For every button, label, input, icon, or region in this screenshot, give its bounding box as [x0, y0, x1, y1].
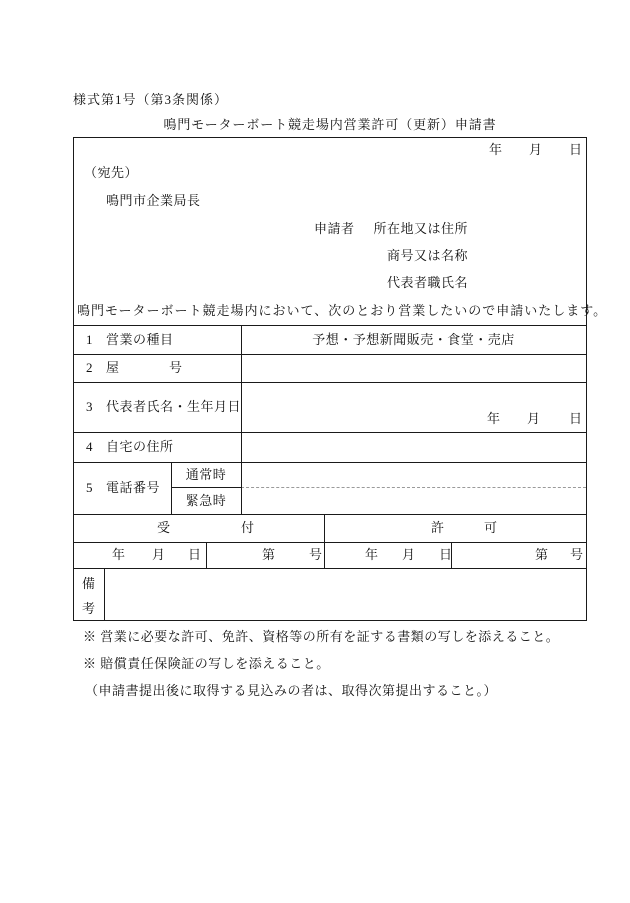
document-title: 鳴門モーターボート競走場内営業許可（更新）申請書 — [163, 117, 497, 132]
footer-note-3: （申請書提出後に取得する見込みの者は、取得次第提出すること。） — [85, 683, 498, 698]
applicant-label: 申請者 — [314, 221, 355, 236]
label-value-divider — [241, 325, 242, 514]
permission-char2: 可 — [484, 520, 498, 535]
phone-dashed-divider — [241, 487, 586, 488]
row5-sub2-label: 緊急時 — [185, 493, 227, 508]
permission-month-label: 月 — [402, 547, 416, 562]
divider — [74, 462, 586, 463]
row5-number: 5 — [86, 480, 93, 495]
reception-year-label: 年 — [112, 547, 126, 562]
remarks-label-char1: 備 — [82, 576, 96, 591]
row1-value: 予想・予想新聞販売・食堂・売店 — [312, 332, 515, 347]
applicant-field-address: 所在地又は住所 — [373, 221, 468, 236]
divider — [74, 514, 586, 515]
row3-day-label: 日 — [569, 411, 583, 426]
reception-permission-divider — [324, 514, 325, 568]
addressee-name: 鳴門市企業局長 — [106, 193, 201, 208]
permission-gou-label: 号 — [570, 547, 584, 562]
divider — [74, 354, 586, 355]
permission-char1: 許 — [431, 520, 445, 535]
divider — [74, 325, 586, 326]
row2-label-char1: 屋 — [106, 360, 120, 375]
reception-char2: 付 — [241, 520, 255, 535]
reception-day-label: 日 — [188, 547, 202, 562]
remarks-label-divider — [104, 568, 105, 620]
divider — [74, 432, 586, 433]
form-code: 様式第1号（第3条関係） — [73, 92, 229, 107]
row2-number: 2 — [86, 360, 93, 375]
footer-note-2: ※ 賠償責任保険証の写しを添えること。 — [83, 656, 330, 671]
row1-number: 1 — [86, 332, 93, 347]
permission-day-label: 日 — [439, 547, 453, 562]
header-day-label: 日 — [569, 142, 583, 157]
application-form-table — [73, 137, 608, 621]
footer-note-1: ※ 営業に必要な許可、免許、資格等の所有を証する書類の写しを添えること。 — [83, 629, 560, 644]
row4-number: 4 — [86, 439, 93, 454]
row3-month-label: 月 — [527, 411, 541, 426]
reception-dai-label: 第 — [262, 547, 276, 562]
permission-dai-label: 第 — [535, 547, 549, 562]
row5-sub1-label: 通常時 — [185, 467, 227, 482]
row2-label-char2: 号 — [169, 360, 183, 375]
row1-label: 営業の種目 — [106, 332, 174, 347]
divider — [74, 568, 586, 569]
row3-label: 代表者氏名・生年月日 — [106, 399, 242, 414]
addressee-prefix: （宛先） — [84, 165, 139, 180]
reception-char1: 受 — [157, 520, 171, 535]
divider — [206, 542, 207, 568]
applicant-field-representative: 代表者職氏名 — [386, 275, 468, 290]
row3-number: 3 — [86, 399, 93, 414]
permission-year-label: 年 — [365, 547, 379, 562]
applicant-field-company: 商号又は名称 — [386, 248, 468, 263]
row5-label: 電話番号 — [106, 480, 161, 495]
divider — [74, 542, 586, 543]
phone-sub-divider — [171, 487, 241, 488]
reception-month-label: 月 — [152, 547, 166, 562]
row3-year-label: 年 — [487, 411, 501, 426]
divider — [74, 382, 586, 383]
declaration-sentence: 鳴門モーターボート競走場内において、次のとおり営業したいので申請いたします。 — [77, 303, 608, 318]
remarks-label-char2: 考 — [82, 601, 96, 616]
header-year-label: 年 — [489, 142, 503, 157]
row4-label: 自宅の住所 — [106, 439, 174, 454]
reception-gou-label: 号 — [309, 547, 323, 562]
header-month-label: 月 — [529, 142, 543, 157]
